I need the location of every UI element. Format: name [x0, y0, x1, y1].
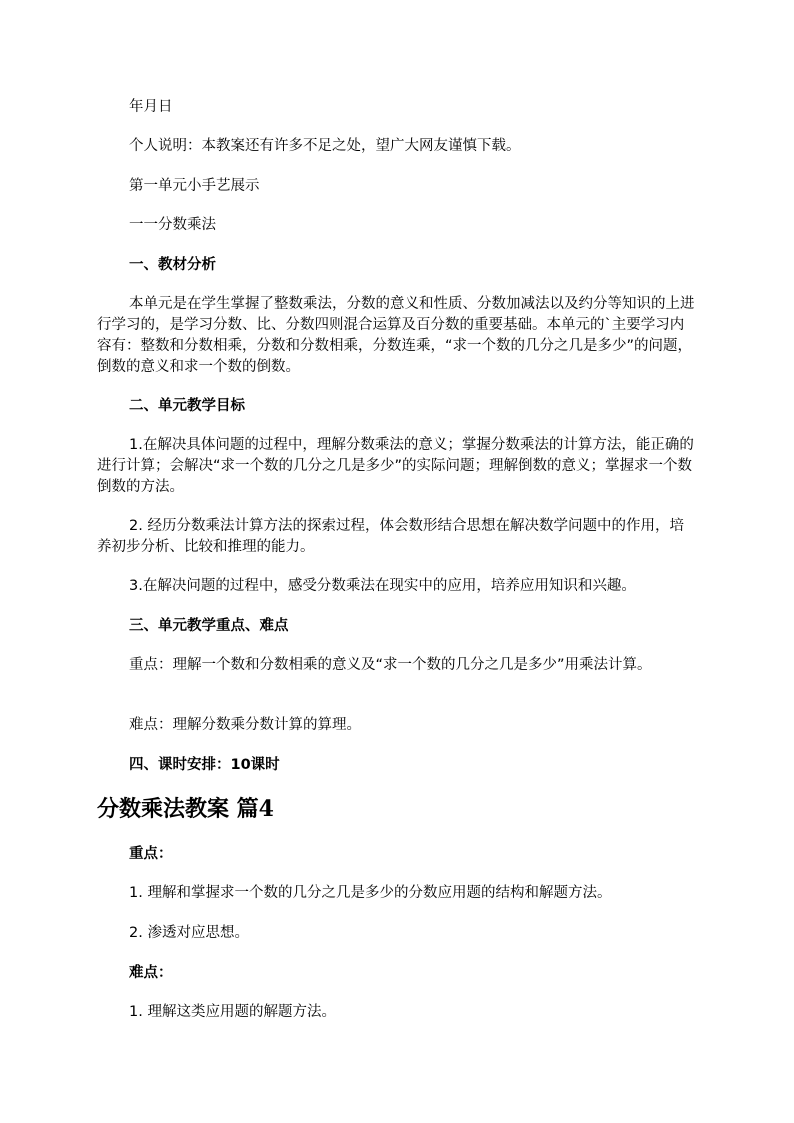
- goal-1: 1.在解决具体问题的过程中，理解分数乘法的意义；掌握分数乘法的计算方法，能正确的进行计算；会解决“求一个数的几分之几是多少”的实际问题；理解倒数的意义；掌握求一个数倒数的方法。: [97, 437, 694, 495]
- goal-3: 3.在解决问题的过程中，感受分数乘法在现实中的应用，培养应用知识和兴趣。: [129, 578, 636, 594]
- key-point: 重点：理解一个数和分数相乘的意义及“求一个数的几分之几是多少”用乘法计算。: [129, 657, 652, 673]
- heading-schedule: 四、课时安排：10课时: [129, 757, 280, 773]
- textbook-analysis-paragraph: 本单元是在学生掌握了整数乘法，分数的意义和性质、分数加减法以及约分等知识的上进行学习的，是学习分数、比、分数四则混合运算及百分数的重要基础。本单元的`主要学习内容有：整数和分数相乘，分数和分数相乘，分数连乘，“求一个数的几分之几是多少”的问题，倒数的意义和求一个数的倒数。: [97, 296, 695, 375]
- section-difficulty-item-1: 1. 理解这类应用题的解题方法。: [129, 1004, 336, 1020]
- date-line: 年月日: [129, 99, 173, 115]
- goal-2: 2. 经历分数乘法计算方法的探索过程，体会数形结合思想在解决数学问题中的作用，培养初步分析、比较和推理的能力。: [97, 518, 684, 555]
- section-key-item-1: 1. 理解和掌握求一个数的几分之几是多少的分数应用题的结构和解题方法。: [129, 885, 612, 901]
- section-difficulty-label: 难点：: [129, 965, 173, 981]
- heading-key-points: 三、单元教学重点、难点: [129, 618, 289, 634]
- section-key-label: 重点：: [129, 846, 173, 862]
- difficult-point: 难点：理解分数乘分数计算的算理。: [129, 717, 361, 733]
- author-note: 个人说明：本教案还有许多不足之处，望广大网友谨慎下载。: [129, 138, 521, 154]
- heading-unit-goals: 二、单元教学目标: [129, 398, 245, 414]
- unit-title: 第一单元小手艺展示: [129, 178, 260, 194]
- heading-textbook-analysis: 一、教材分析: [129, 257, 216, 273]
- unit-subtitle: 一一分数乘法: [129, 217, 216, 233]
- section-title: 分数乘法教案 篇4: [97, 796, 274, 822]
- section-key-item-2: 2. 渗透对应思想。: [129, 925, 249, 941]
